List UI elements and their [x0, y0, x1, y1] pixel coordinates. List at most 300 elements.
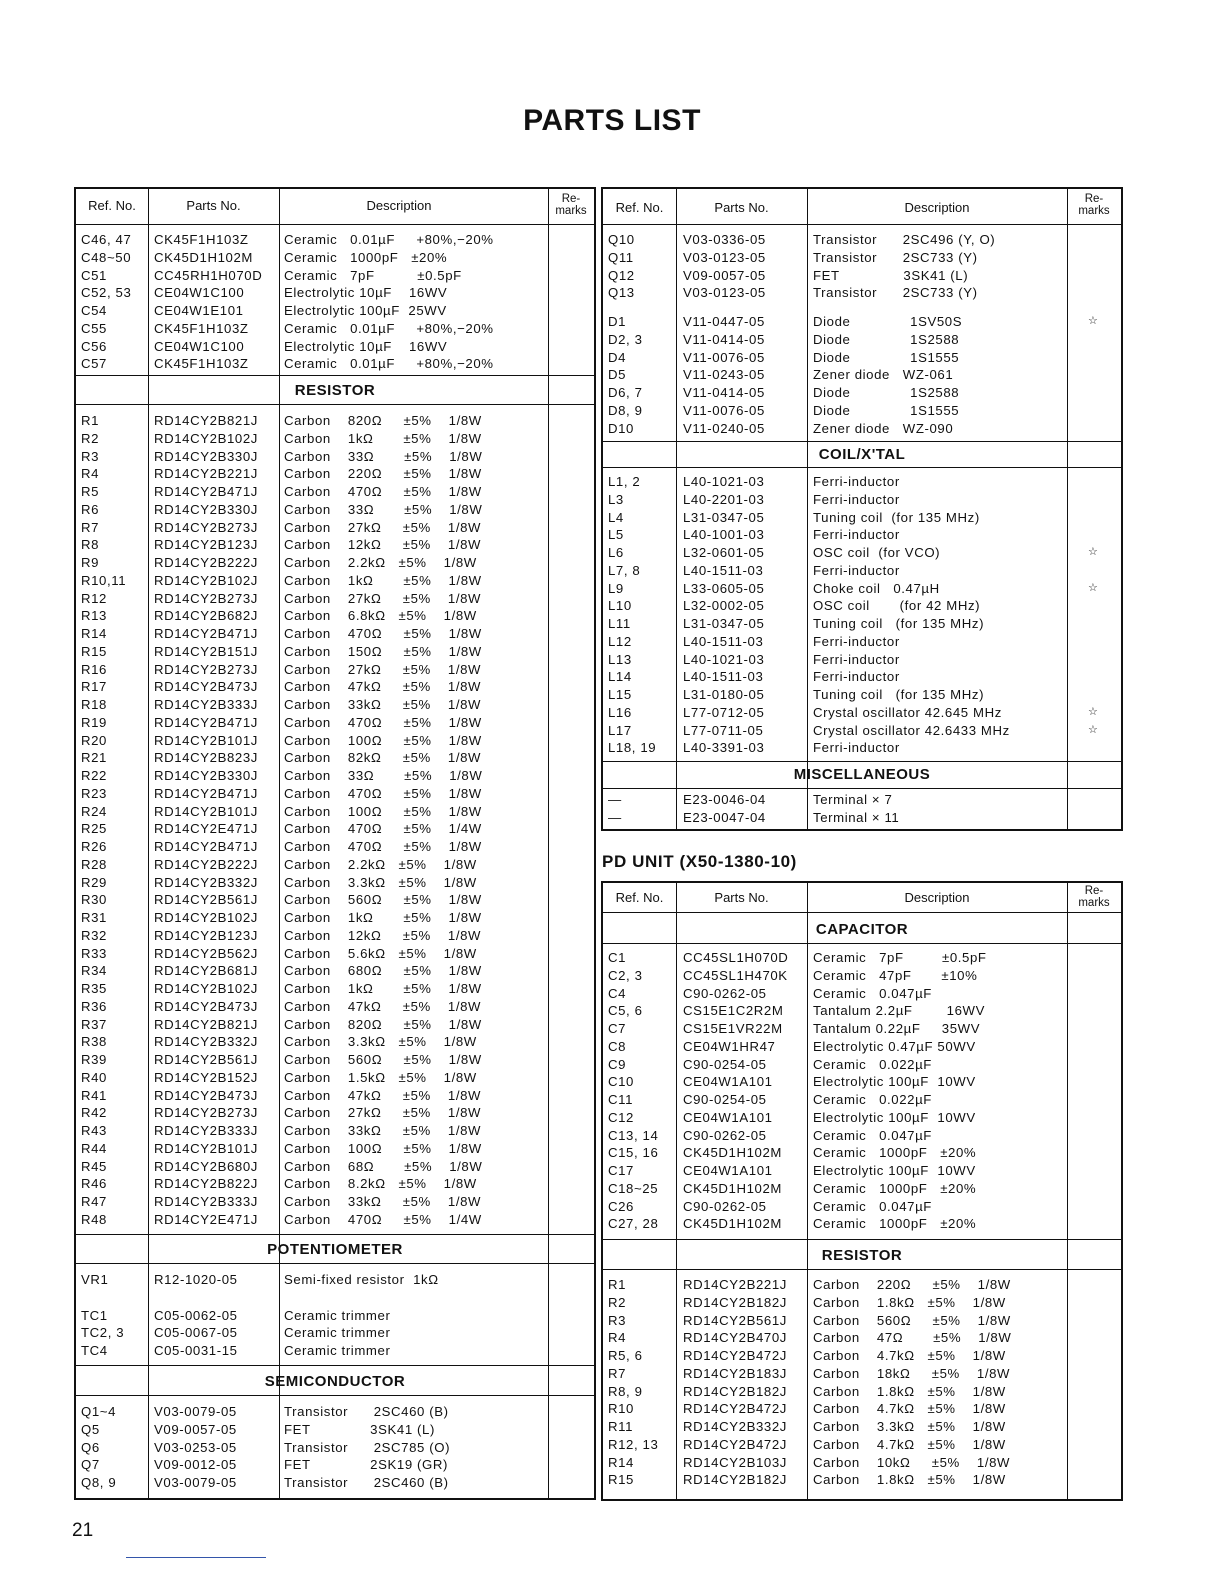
- ref-no: R10,11: [81, 572, 127, 588]
- description: Carbon 1.8kΩ ±5% 1/8W: [813, 1383, 1006, 1399]
- ref-no: R19: [81, 714, 107, 730]
- parts-no: RD14CY2B333J: [154, 697, 258, 712]
- section-semiconductor: SEMICONDUCTOR: [264, 1373, 406, 1390]
- parts-no: RD14CY2B330J: [154, 501, 258, 517]
- description: Carbon 4.7kΩ ±5% 1/8W: [813, 1436, 1006, 1452]
- ref-no: R10: [608, 1401, 634, 1417]
- ref-no: C48~50: [81, 249, 132, 265]
- parts-no: V03-0253-05: [154, 1439, 237, 1455]
- description: Electrolytic 10µF 16WV: [284, 285, 448, 301]
- section-rule: [76, 1365, 594, 1366]
- description: Zener diode WZ-061: [813, 367, 954, 383]
- description: Semi-fixed resistor 1kΩ: [284, 1272, 439, 1287]
- section-rule: [76, 1234, 594, 1235]
- description: Carbon 47Ω ±5% 1/8W: [813, 1330, 1012, 1346]
- description: Ferri-inductor: [813, 527, 900, 543]
- parts-no: RD14CY2B273J: [154, 1105, 258, 1121]
- description: Carbon 470Ω ±5% 1/8W: [284, 484, 482, 499]
- ref-no: C4: [608, 985, 627, 1001]
- ref-no: L10: [608, 598, 632, 614]
- ref-no: L7, 8: [608, 562, 641, 578]
- description: Carbon 33kΩ ±5% 1/8W: [284, 697, 482, 712]
- ref-no: R35: [81, 981, 107, 996]
- table-row: [603, 331, 1121, 349]
- section-rule: [76, 375, 594, 376]
- table-row: [76, 267, 594, 285]
- ref-no: L5: [608, 527, 624, 543]
- parts-no: RD14CY2B332J: [154, 1034, 258, 1050]
- table-row: [76, 302, 594, 320]
- parts-no: CE04W1A101: [683, 1163, 773, 1178]
- ref-no: D2, 3: [608, 331, 643, 347]
- table-row: [603, 1073, 1121, 1091]
- ref-no: R24: [81, 803, 107, 819]
- table-row: [603, 420, 1121, 438]
- table-row: [76, 874, 594, 892]
- description: Crystal oscillator 42.645 MHz: [813, 704, 1002, 720]
- description: Tantalum 0.22µF 35WV: [813, 1021, 981, 1036]
- ref-no: TC4: [81, 1343, 108, 1358]
- parts-no: L40-1021-03: [683, 474, 765, 489]
- ref-no: C56: [81, 338, 107, 354]
- description: Electrolytic 100µF 10WV: [813, 1074, 976, 1090]
- parts-no: CK45F1H103Z: [154, 320, 249, 336]
- table-row: [76, 430, 594, 448]
- table-row: [76, 732, 594, 750]
- ref-no: L15: [608, 687, 632, 702]
- table-row: [603, 949, 1121, 967]
- description: Carbon 470Ω ±5% 1/8W: [284, 839, 482, 854]
- table-row: [76, 891, 594, 909]
- left-resistor-rows: [76, 412, 594, 1229]
- description: Carbon 27kΩ ±5% 1/8W: [284, 519, 482, 535]
- table-row: [76, 1307, 594, 1325]
- parts-no: C90-0262-05: [683, 1127, 767, 1143]
- description: [284, 1290, 288, 1305]
- parts-no: V11-0414-05: [683, 331, 765, 347]
- remarks: ☆: [1088, 546, 1099, 558]
- description: Crystal oscillator 42.6433 MHz: [813, 722, 1010, 738]
- parts-no: L32-0002-05: [683, 598, 765, 614]
- table-row: [603, 1383, 1121, 1401]
- parts-no: L77-0712-05: [683, 704, 765, 720]
- ref-no: L1, 2: [608, 474, 641, 489]
- description: Diode 1S1555: [813, 402, 960, 418]
- ref-no: R8: [81, 537, 100, 553]
- table-row: [76, 483, 594, 501]
- table-row: [76, 962, 594, 980]
- table-row: [603, 985, 1121, 1003]
- description: Ceramic trimmer: [284, 1343, 391, 1358]
- parts-no: RD14CY2B472J: [683, 1401, 787, 1417]
- table-row: [603, 349, 1121, 367]
- table-row: [603, 1347, 1121, 1365]
- section-miscellaneous: MISCELLANEOUS: [793, 766, 931, 783]
- description: Electrolytic 10µF 16WV: [284, 338, 448, 354]
- ref-no: R21: [81, 750, 107, 766]
- table-row: [603, 1329, 1121, 1347]
- ref-no: C52, 53: [81, 285, 132, 301]
- ref-no: C11: [608, 1092, 634, 1107]
- parts-no: RD14CY2B102J: [154, 981, 258, 996]
- ref-no: D5: [608, 367, 627, 383]
- table-row: [76, 607, 594, 625]
- parts-no: RD14CY2B273J: [154, 661, 258, 677]
- parts-no: L32-0601-05: [683, 545, 765, 560]
- pd-unit-parts-table: [601, 881, 1123, 1501]
- right-transistor-rows: [603, 231, 1121, 302]
- ref-no: L3: [608, 491, 624, 507]
- parts-no: CE04W1C100: [154, 338, 245, 354]
- description: Transistor 2SC496 (Y, O): [813, 232, 996, 247]
- section-rule: [603, 467, 1121, 468]
- parts-no: RD14CY2B102J: [154, 910, 258, 925]
- parts-no: RD14CY2B101J: [154, 803, 258, 819]
- parts-no: CC45RH1H070D: [154, 267, 263, 283]
- ref-no: R45: [81, 1158, 107, 1174]
- description: Carbon 1.8kΩ ±5% 1/8W: [813, 1472, 1006, 1488]
- ref-no: R32: [81, 927, 107, 943]
- pd-capacitor-rows: [603, 949, 1121, 1233]
- ref-no: R14: [608, 1454, 634, 1470]
- parts-no: V11-0240-05: [683, 420, 765, 436]
- ref-no: R41: [81, 1087, 107, 1103]
- table-row: [603, 1471, 1121, 1489]
- table-row: [603, 668, 1121, 686]
- description: Carbon 33kΩ ±5% 1/8W: [284, 1194, 482, 1209]
- ref-no: R4: [81, 466, 100, 482]
- section-rule: [76, 1395, 594, 1396]
- page-title: PARTS LIST: [523, 104, 701, 137]
- description: Carbon 1.8kΩ ±5% 1/8W: [813, 1294, 1006, 1310]
- table-row: [76, 1069, 594, 1087]
- table-row: [603, 526, 1121, 544]
- left-pot-rows: [76, 1271, 594, 1360]
- parts-no: RD14CY2B473J: [154, 1087, 258, 1103]
- table-row: [603, 1091, 1121, 1109]
- table-row: [603, 1276, 1121, 1294]
- parts-no: V11-0414-05: [683, 385, 765, 400]
- right-coil-rows: [603, 473, 1121, 757]
- parts-no: RD14CY2B222J: [154, 856, 258, 872]
- parts-no: RD14CY2B273J: [154, 590, 258, 606]
- parts-no: RD14CY2B473J: [154, 679, 258, 695]
- description: Ceramic 1000pF ±20%: [284, 249, 448, 265]
- left-parts-table: [74, 187, 596, 1500]
- table-row: [603, 1400, 1121, 1418]
- table-row: [76, 785, 594, 803]
- description: Carbon 560Ω ±5% 1/8W: [813, 1312, 1011, 1328]
- parts-no: CK45D1H102M: [683, 1216, 782, 1232]
- parts-no: RD14CY2B471J: [154, 484, 258, 499]
- header-rule: [76, 224, 594, 225]
- table-row: [76, 1439, 594, 1457]
- description: Carbon 6.8kΩ ±5% 1/8W: [284, 608, 477, 624]
- ref-no: C7: [608, 1021, 627, 1036]
- table-row: [603, 473, 1121, 491]
- ref-no: R36: [81, 998, 107, 1014]
- parts-no: RD14CY2B681J: [154, 963, 258, 979]
- parts-no: CK45D1H102M: [683, 1180, 782, 1196]
- parts-no: L40-3391-03: [683, 740, 765, 756]
- description: Ceramic 0.022µF: [813, 1092, 932, 1107]
- parts-no: RD14CY2E471J: [154, 821, 258, 837]
- table-row: [603, 1056, 1121, 1074]
- table-row: [76, 1271, 594, 1289]
- table-row: [76, 625, 594, 643]
- parts-no: CS15E1C2R2M: [683, 1003, 784, 1019]
- table-row: [603, 366, 1121, 384]
- parts-no: CC45SL1H470K: [683, 967, 788, 983]
- pd-unit-title: PD UNIT (X50-1380-10): [602, 852, 797, 871]
- ref-no: R1: [608, 1277, 627, 1292]
- parts-no: CS15E1VR22M: [683, 1021, 783, 1036]
- description: Carbon 470Ω ±5% 1/8W: [284, 714, 482, 730]
- parts-no: L33-0605-05: [683, 580, 765, 596]
- table-row: [603, 1127, 1121, 1145]
- parts-no: V11-0243-05: [683, 367, 765, 383]
- table-row: [603, 615, 1121, 633]
- parts-no: V11-0447-05: [683, 314, 765, 329]
- parts-no: RD14CY2B561J: [154, 1052, 258, 1067]
- ref-no: R3: [81, 448, 100, 464]
- ref-no: D6, 7: [608, 385, 643, 400]
- parts-no: CK45F1H103Z: [154, 232, 249, 247]
- ref-no: R1: [81, 413, 100, 428]
- table-row: [76, 1474, 594, 1492]
- table-row: [603, 1162, 1121, 1180]
- description: Carbon 27kΩ ±5% 1/8W: [284, 1105, 482, 1121]
- description: Ceramic 1000pF ±20%: [813, 1145, 977, 1161]
- right-misc-rows: [603, 791, 1121, 827]
- parts-no: RD14CY2B182J: [683, 1383, 787, 1399]
- table-row: [603, 686, 1121, 704]
- header-parts: Parts No.: [186, 198, 241, 213]
- parts-no: L40-1511-03: [683, 562, 764, 578]
- description: Carbon 820Ω ±5% 1/8W: [284, 413, 482, 428]
- ref-no: C9: [608, 1056, 627, 1072]
- table-row: [603, 1294, 1121, 1312]
- parts-no: C05-0062-05: [154, 1307, 238, 1323]
- description: Ceramic 0.01µF +80%,−20%: [284, 232, 494, 247]
- table-row: [76, 249, 594, 267]
- parts-no: RD14CY2B182J: [683, 1294, 787, 1310]
- ref-no: R2: [81, 430, 100, 446]
- description: FET 3SK41 (L): [284, 1421, 435, 1437]
- parts-no: C05-0031-15: [154, 1343, 238, 1358]
- table-row: [76, 338, 594, 356]
- parts-no: L31-0180-05: [683, 687, 765, 702]
- ref-no: Q13: [608, 285, 635, 301]
- description: Carbon 2.2kΩ ±5% 1/8W: [284, 856, 477, 872]
- parts-no: RD14CY2B273J: [154, 519, 258, 535]
- ref-no: L18, 19: [608, 740, 657, 756]
- ref-no: C46, 47: [81, 232, 132, 247]
- parts-no: RD14CY2B123J: [154, 537, 258, 553]
- parts-no: V09-0012-05: [154, 1457, 237, 1473]
- description: Ferri-inductor: [813, 562, 900, 578]
- remarks: ☆: [1088, 705, 1099, 718]
- ref-no: R31: [81, 910, 107, 925]
- table-row: [76, 284, 594, 302]
- ref-no: L4: [608, 509, 624, 525]
- ref-no: R18: [81, 697, 107, 712]
- description: Electrolytic 100µF 10WV: [813, 1163, 976, 1178]
- parts-no: RD14CY2B123J: [154, 927, 258, 943]
- parts-no: RD14CY2B821J: [154, 1016, 258, 1032]
- description: Electrolytic 100µF 10WV: [813, 1109, 976, 1125]
- description: Ferri-inductor: [813, 669, 900, 685]
- description: Carbon 12kΩ ±5% 1/8W: [284, 927, 482, 943]
- ref-no: R7: [81, 519, 100, 535]
- ref-no: R14: [81, 626, 107, 641]
- description: Carbon 560Ω ±5% 1/8W: [284, 1052, 482, 1067]
- parts-no: RD14CY2B330J: [154, 768, 258, 783]
- pd-resistor-rows: [603, 1276, 1121, 1489]
- description: Carbon 47kΩ ±5% 1/8W: [284, 1087, 482, 1103]
- parts-no: L40-1021-03: [683, 651, 765, 667]
- description: Carbon 1kΩ ±5% 1/8W: [284, 572, 482, 588]
- description: Transistor 2SC733 (Y): [813, 285, 978, 301]
- table-row: [76, 749, 594, 767]
- header-rule: [603, 912, 1121, 913]
- table-row: [603, 1109, 1121, 1127]
- description: Zener diode WZ-090: [813, 420, 954, 436]
- parts-no: CC45SL1H070D: [683, 950, 789, 965]
- ref-no: Q12: [608, 267, 635, 283]
- table-row: [603, 633, 1121, 651]
- ref-no: R16: [81, 661, 107, 677]
- ref-no: R20: [81, 732, 107, 748]
- table-row: [76, 1051, 594, 1069]
- parts-no: CE04W1A101: [683, 1109, 773, 1125]
- ref-no: C13, 14: [608, 1127, 659, 1143]
- table-row: [603, 284, 1121, 302]
- parts-no: RD14CY2B221J: [683, 1277, 787, 1292]
- table-row: [76, 1324, 594, 1342]
- ref-no: C18~25: [608, 1180, 659, 1196]
- header-ref: Ref. No.: [615, 890, 664, 905]
- parts-no: V03-0123-05: [683, 285, 766, 301]
- ref-no: R46: [81, 1176, 107, 1192]
- description: Diode 1S2588: [813, 385, 960, 400]
- ref-no: R40: [81, 1069, 107, 1085]
- section-rule: [76, 404, 594, 405]
- table-row: [76, 1158, 594, 1176]
- description: Diode 1S2588: [813, 331, 960, 347]
- ref-no: C57: [81, 356, 107, 372]
- table-row: [76, 820, 594, 838]
- ref-no: R13: [81, 608, 107, 624]
- parts-no: RD14CY2B471J: [154, 839, 258, 854]
- ref-no: L6: [608, 545, 624, 560]
- header-remarks: Re- marks: [555, 193, 587, 217]
- description: Carbon 47kΩ ±5% 1/8W: [284, 679, 482, 695]
- table-row: [76, 1211, 594, 1229]
- description: Diode 1S1555: [813, 349, 960, 365]
- parts-no: RD14CY2B152J: [154, 1069, 258, 1085]
- description: Carbon 82kΩ ±5% 1/8W: [284, 750, 482, 766]
- ref-no: Q11: [608, 249, 634, 265]
- description: Carbon 100Ω ±5% 1/8W: [284, 732, 482, 748]
- description: Carbon 33kΩ ±5% 1/8W: [284, 1123, 482, 1138]
- ref-no: R30: [81, 892, 107, 908]
- ref-no: C8: [608, 1038, 627, 1054]
- parts-no: C90-0262-05: [683, 1198, 767, 1214]
- parts-no: RD14CY2B470J: [683, 1330, 787, 1346]
- header-ref: Ref. No.: [88, 198, 136, 213]
- table-row: [76, 536, 594, 554]
- description: Carbon 470Ω ±5% 1/4W: [284, 1211, 482, 1227]
- ref-no: L13: [608, 651, 632, 667]
- parts-no: E23-0046-04: [683, 792, 766, 807]
- table-row: [76, 572, 594, 590]
- ref-no: R4: [608, 1330, 627, 1346]
- description: Carbon 220Ω ±5% 1/8W: [284, 466, 482, 482]
- description: Ferri-inductor: [813, 474, 900, 489]
- table-row: [76, 1087, 594, 1105]
- parts-no: R12-1020-05: [154, 1272, 238, 1287]
- table-row: [603, 562, 1121, 580]
- table-row: [76, 501, 594, 519]
- table-row: [603, 509, 1121, 527]
- description: Carbon 3.3kΩ ±5% 1/8W: [284, 1034, 477, 1050]
- table-row: [76, 554, 594, 572]
- parts-no: C90-0262-05: [683, 985, 767, 1001]
- table-row: [76, 856, 594, 874]
- parts-no: RD14CY2B332J: [154, 874, 258, 890]
- parts-no: RD14CY2B471J: [154, 785, 258, 801]
- section-resistor-pd: RESISTOR: [821, 1247, 903, 1264]
- parts-no: C90-0254-05: [683, 1092, 767, 1107]
- ref-no: C51: [81, 267, 107, 283]
- parts-no: RD14CY2B680J: [154, 1158, 258, 1174]
- description: Ceramic trimmer: [284, 1325, 391, 1341]
- parts-no: RD14CY2B103J: [683, 1454, 787, 1470]
- description: Ceramic trimmer: [284, 1307, 391, 1323]
- parts-no: RD14CY2B471J: [154, 626, 258, 641]
- description: Carbon 27kΩ ±5% 1/8W: [284, 661, 482, 677]
- description: Carbon 10kΩ ±5% 1/8W: [813, 1454, 1011, 1470]
- parts-no: E23-0047-04: [683, 809, 766, 825]
- table-row: [76, 980, 594, 998]
- description: Tuning coil (for 135 MHz): [813, 509, 980, 525]
- description: Carbon 470Ω ±5% 1/8W: [284, 785, 482, 801]
- parts-no: RD14CY2B821J: [154, 413, 258, 428]
- description: Electrolytic 0.47µF 50WV: [813, 1038, 976, 1054]
- parts-no: RD14CY2B333J: [154, 1123, 258, 1138]
- remarks: ☆: [1088, 723, 1099, 736]
- table-row: [603, 722, 1121, 740]
- table-row: [603, 384, 1121, 402]
- section-rule: [603, 943, 1121, 944]
- description: Ceramic 0.022µF: [813, 1056, 932, 1072]
- description: Ferri-inductor: [813, 740, 900, 756]
- description: Carbon 8.2kΩ ±5% 1/8W: [284, 1176, 477, 1192]
- table-row: [603, 249, 1121, 267]
- ref-no: R23: [81, 785, 107, 801]
- description: Transistor 2SC733 (Y): [813, 249, 978, 265]
- table-row: [76, 448, 594, 466]
- description: Carbon 680Ω ±5% 1/8W: [284, 963, 482, 979]
- table-row: [76, 909, 594, 927]
- description: Choke coil 0.47µH: [813, 580, 940, 596]
- parts-no: V03-0079-05: [154, 1475, 237, 1490]
- description: Carbon 1kΩ ±5% 1/8W: [284, 981, 482, 996]
- header-desc: Description: [366, 198, 432, 213]
- table-row: [76, 465, 594, 483]
- section-rule: [603, 788, 1121, 789]
